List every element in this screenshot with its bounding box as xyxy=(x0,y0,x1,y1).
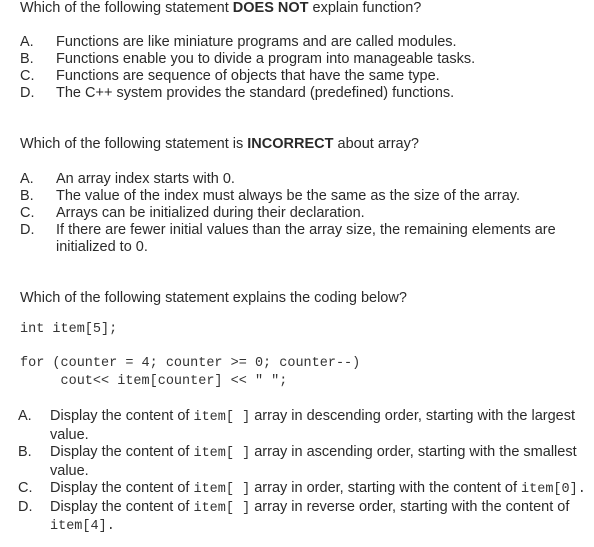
question-2-suffix: about array? xyxy=(333,136,419,152)
code-line-2: for (counter = 4; counter >= 0; counter--) xyxy=(20,356,361,371)
question-2-option-a xyxy=(20,171,585,188)
question-1 xyxy=(20,0,421,16)
option-code-2: item[0] xyxy=(521,482,578,497)
question-1-suffix: explain function? xyxy=(308,0,422,16)
question-3-options xyxy=(18,408,586,536)
option-text-post: array in ascending order, starting with the smallest value. xyxy=(50,444,577,479)
option-code: item[ ] xyxy=(193,500,251,516)
question-2-option-c xyxy=(20,205,585,222)
option-text-pre: Display the content of xyxy=(50,498,194,515)
option-letter: A. xyxy=(20,171,34,187)
option-letter: A. xyxy=(20,34,34,50)
option-letter: B. xyxy=(20,188,34,204)
question-3-option-a xyxy=(18,408,586,444)
option-text: If there are fewer initial values than the array size, the remaining elements are initialized to 0. xyxy=(56,222,556,255)
question-2-prefix: Which of the following statement is xyxy=(20,136,248,152)
option-code: item[ ] xyxy=(193,482,251,497)
option-text-post: array in reverse order, starting with the content of xyxy=(250,498,570,515)
option-letter: B. xyxy=(18,444,32,460)
option-code: item[ ] xyxy=(193,410,251,425)
question-2-option-b xyxy=(20,188,585,205)
question-1-prefix: Which of the following statement xyxy=(20,0,233,16)
option-text xyxy=(50,444,586,480)
option-text xyxy=(50,408,586,444)
code-line-3: cout<< item[counter] << " "; xyxy=(20,374,288,389)
question-1-options xyxy=(20,34,585,102)
option-text-post-2: . xyxy=(577,482,586,497)
option-text-post: array in order, starting with the content of xyxy=(250,480,522,496)
option-letter: C. xyxy=(18,480,33,496)
question-1-option-b xyxy=(20,51,585,68)
option-text: The value of the index must always be the same as the size of the array. xyxy=(56,188,520,204)
code-line-1: int item[5]; xyxy=(20,322,118,337)
option-letter: C. xyxy=(20,68,35,84)
option-text: The C++ system provides the standard (predefined) functions. xyxy=(56,85,455,101)
option-text-post: array in descending order, starting with the largest value. xyxy=(50,408,576,443)
option-letter: D. xyxy=(20,222,35,238)
option-text-post-2: . xyxy=(106,519,115,534)
option-text xyxy=(50,480,586,499)
option-code-2: item[4] xyxy=(50,519,107,534)
question-3-option-b xyxy=(18,444,586,480)
option-text-pre: Display the content of xyxy=(50,480,194,496)
option-text: Arrays can be initialized during their declaration. xyxy=(56,205,365,221)
option-letter: B. xyxy=(20,51,34,67)
question-1-option-a xyxy=(20,34,585,51)
question-2-options xyxy=(20,171,585,256)
option-text: Functions enable you to divide a program into manageable tasks. xyxy=(56,51,476,67)
question-3 xyxy=(20,290,407,306)
question-1-option-d xyxy=(20,85,585,102)
option-text-pre: Display the content of xyxy=(50,444,194,460)
question-1-option-c xyxy=(20,68,585,85)
question-2-option-d xyxy=(20,222,585,256)
question-3-option-d xyxy=(18,499,586,536)
option-letter: C. xyxy=(20,205,35,221)
option-text-pre: Display the content of xyxy=(50,408,194,424)
option-text: Functions are like miniature programs and are called modules. xyxy=(56,34,457,50)
option-letter: D. xyxy=(20,85,35,101)
option-text: Functions are sequence of objects that have the same type. xyxy=(56,68,440,84)
option-text: An array index starts with 0. xyxy=(56,171,235,187)
option-code: item[ ] xyxy=(193,446,251,461)
question-1-emphasis: DOES NOT xyxy=(232,0,309,16)
option-letter: A. xyxy=(18,408,32,424)
question-3-text: Which of the following statement explains the coding below? xyxy=(20,290,407,306)
question-3-option-c xyxy=(18,480,586,499)
question-2-emphasis: INCORRECT xyxy=(247,136,334,152)
option-text xyxy=(50,499,586,536)
question-2 xyxy=(20,136,419,152)
option-letter: D. xyxy=(18,498,33,515)
